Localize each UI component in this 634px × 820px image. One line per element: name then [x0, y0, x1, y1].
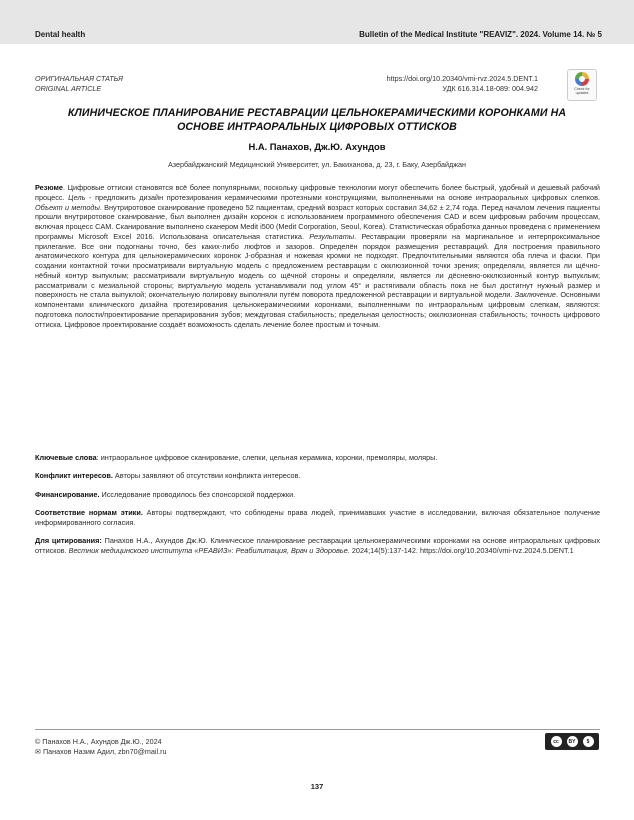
citation-text-2: . 2024;14(5):137-142. https://doi.org/10.20340/vmi-rvz.2024.5.DENT.1 — [347, 545, 574, 555]
badge-label: Check for updates — [574, 87, 590, 95]
funding-label: Финансирование. — [35, 490, 100, 499]
ethics-label: Соответствие нормам этики. — [35, 508, 143, 517]
article-ids — [387, 74, 538, 94]
footer-divider — [35, 729, 600, 730]
footer-info — [35, 737, 166, 757]
page-number: 137 — [310, 782, 324, 791]
goal-label: Цель — [68, 192, 86, 202]
abstract — [35, 183, 600, 329]
conclusion-text: . Основными компонентами клинического дизайна протезирования цельнокерамическими коронками, выполненными по интраоральным цифровым слепкам, являются: подготовка полости/проектирование препарирования зубов; междуговая стабильность; предельная целостность; окклюзионная стабильность; точность цифрового оттиска. Цифровое проектирование создаёт возможность сделать лечение более простым и точным. — [35, 290, 600, 329]
section-label: Dental health — [35, 30, 86, 39]
ethics-text: Авторы подтверждают, что соблюдены права людей, принимавших участие в исследовании, включая обязательное получение информированного согласия. — [35, 508, 600, 527]
keywords — [35, 453, 600, 463]
journal-title: Bulletin of the Medical Institute "REAVIZ". 2024. Volume 14. № 5 — [359, 30, 602, 39]
keywords-text: : интраоральное цифровое сканирование, слепки, цельная керамика, коронки, премоляры, моляры. — [96, 453, 438, 462]
conflict-label: Конфликт интересов. — [35, 471, 113, 480]
creative-commons-license-badge[interactable] — [545, 733, 599, 750]
results-label: Результаты — [309, 231, 355, 241]
article-type-ru: ОРИГИНАЛЬНАЯ СТАТЬЯ — [35, 74, 123, 83]
methods-label: Объект и методы — [35, 202, 100, 212]
methods-text: . Внутриротовое сканирование проведено 52 пациентам, средний возраст которых составил 34,62 ± 2,74 года. Перед началом лечения пациенты прошли внутриротовое сканирование, был выполнен дизайн коронок с использованием программного обеспечения CAD и всем цифровым рабочим процессам, включая процесс CAM. Сканирование выполнено сканером Medit i500 (Medit Corporation, Seoul, Korea). Статистическая обработка данных проведена с применением программы Microsoft Excel 2016. Использована описательная статистика. — [35, 202, 600, 241]
citation-label: Для цитирования: — [35, 536, 102, 545]
conflict-of-interest — [35, 471, 600, 481]
citation — [35, 536, 600, 556]
article-title: КЛИНИЧЕСКОЕ ПЛАНИРОВАНИЕ РЕСТАВРАЦИИ ЦЕЛЬНОКЕРАМИЧЕСКИМИ КОРОНКАМИ НА ОСНОВЕ ИНТРАОРАЛЬНЫХ ЦИФРОВЫХ ОТТИСКОВ — [67, 107, 567, 133]
author-affiliation: Азербайджанский Медицинский Университет, ул. Бакиханова, д. 23, г. Баку, Азербайджан — [167, 160, 467, 169]
goal-text: - предложить дизайн протезирования керамическими протезными конструкциями, выполненными на основе интраоральных цифровых слепков. — [85, 192, 600, 202]
conclusion-label: Заключение — [514, 290, 556, 300]
results-text: . Реставрации проверяли на маргинальное и интерпроксимальное прилегание. Все они подогнаны точно, без каких-либо люфтов и зазоров. Определён порядок размещения реставраций. Для построения правильного анатомического контура для цельнокерамических коронок J-образная и ножевая кромки не подходят. Предпочтительными являются оба плеча и фаски. При создании контактной точки просматривали виртуальную модель с предложением реставрации с окклюзионной точки зрения; определяли, является ли щёчно-нёбный контур выпуклым; рассматривали виртуальную модель со щёчной стороны и определяли, является ли дёсневно-окклюзионный контур выпуклым; рассматривали с мезиальной стороны; виртуальную модель устанавливали под углом 45° и растягивали область пока не был достигнут нужный размер и поверхность не стала выпуклой; окончательную полировку выполняли путём поворота предложенной реставрации и виртуальной модели. — [35, 231, 600, 300]
conflict-text: Авторы заявляют об отсутствии конфликта интересов. — [112, 471, 301, 480]
by-icon: BY — [567, 736, 578, 747]
citation-text-1: Панахов Н.А., Ахундов Дж.Ю. Клиническое планирование реставрации цельнокерамическими коронками на основе интраоральных цифровых оттисков. — [35, 536, 601, 555]
abstract-intro: . Цифровые оттиски становятся всё более популярными, поскольку цифровые технологии могут обеспечить более быстрый, удобный и дешевый рабочий процесс. — [35, 183, 600, 202]
ethics — [35, 508, 600, 528]
cc-icon: cc — [551, 736, 562, 747]
funding-text: Исследование проводилось без спонсорской поддержки. — [99, 490, 296, 499]
funding — [35, 490, 600, 500]
citation-journal: Вестник медицинского института «РЕАВИЗ»: Реабилитация, Врач и Здоровье — [68, 545, 348, 555]
doi-link[interactable]: https://doi.org/10.20340/vmi-rvz.2024.5.DENT.1 — [386, 74, 538, 83]
copyright: © Панахов Н.А., Ахундов Дж.Ю., 2024 — [35, 737, 162, 746]
abstract-label: Резюме — [35, 183, 63, 192]
crossmark-icon — [575, 72, 589, 86]
article-authors: Н.А. Панахов, Дж.Ю. Ахундов — [248, 141, 386, 152]
article-type — [35, 74, 123, 94]
udk-code: УДК 616.314.18-089: 004.942 — [442, 84, 538, 93]
corresponding-author[interactable]: ✉ Панахов Назим Адил, zbn70@mail.ru — [35, 747, 167, 756]
article-type-en: ORIGINAL ARTICLE — [35, 84, 102, 93]
check-for-updates-badge[interactable] — [567, 69, 597, 101]
nc-icon: $ — [583, 736, 594, 747]
keywords-label: Ключевые слова — [35, 453, 97, 462]
